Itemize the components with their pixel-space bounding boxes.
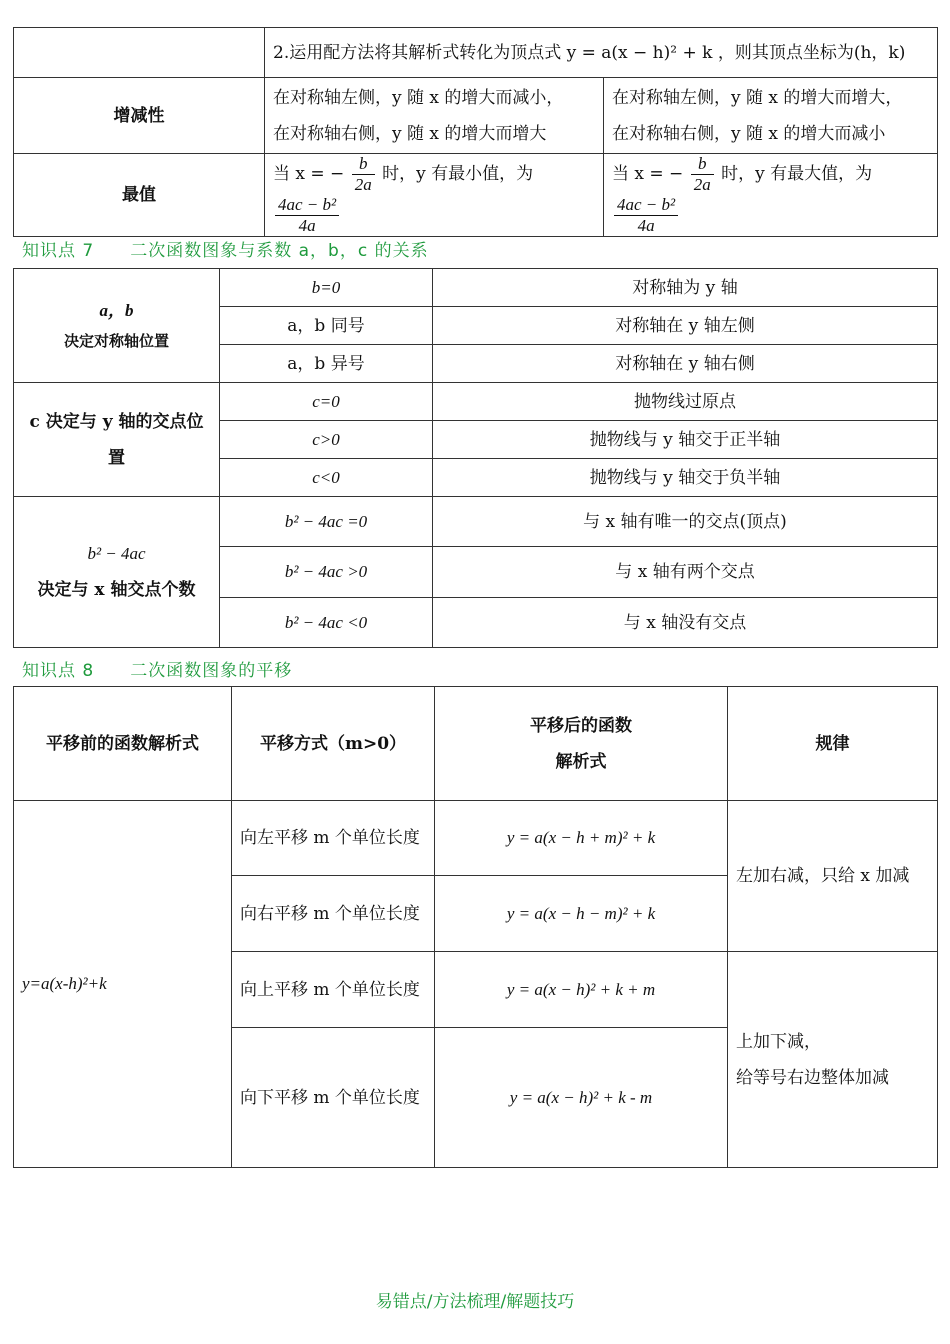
monotonic-a-negative-line2: 在对称轴右侧，y 随 x 的增大而减小 bbox=[612, 123, 886, 144]
rule-up-down-line2: 给等号右边整体加减 bbox=[736, 1067, 889, 1088]
monotonic-a-positive-line1: 在对称轴左侧，y 随 x 的增大而减小， bbox=[273, 87, 564, 108]
monotonic-label: 增减性 bbox=[14, 78, 265, 154]
ab-result: 对称轴在 y 轴左侧 bbox=[433, 307, 938, 345]
discriminant-label bbox=[14, 497, 220, 648]
header-result-line2: 解析式 bbox=[555, 751, 607, 772]
ab-cond: a，b 异号 bbox=[220, 345, 433, 383]
frac-num: b bbox=[691, 154, 714, 175]
c-result: 抛物线与 y 轴交于负半轴 bbox=[433, 459, 938, 497]
discriminant-cond: b² − 4ac >0 bbox=[220, 547, 433, 598]
c-cond: c>0 bbox=[220, 421, 433, 459]
coefficient-table bbox=[13, 268, 938, 648]
shift-result: y = a(x − h)² + k - m bbox=[435, 1028, 728, 1168]
ab-cond: a，b 同号 bbox=[220, 307, 433, 345]
rule-up-down bbox=[728, 952, 938, 1168]
section8-heading: 知识点 8 二次函数图象的平移 bbox=[22, 661, 293, 681]
frac-num: b bbox=[352, 154, 375, 175]
ab-label bbox=[14, 269, 220, 383]
ab-label-line1: a，b bbox=[99, 300, 134, 320]
c-cond: c=0 bbox=[220, 383, 433, 421]
monotonic-a-negative bbox=[604, 78, 938, 154]
monotonic-a-negative-line1: 在对称轴左侧，y 随 x 的增大而增大， bbox=[612, 87, 903, 108]
monotonic-a-positive-line2: 在对称轴右侧，y 随 x 的增大而增大 bbox=[273, 123, 547, 144]
discriminant-result: 与 x 轴有唯一的交点(顶点) bbox=[433, 497, 938, 547]
frac-den: 2a bbox=[354, 175, 372, 194]
discriminant-cond: b² − 4ac <0 bbox=[220, 598, 433, 648]
shift-method: 向上平移 m 个单位长度 bbox=[232, 952, 435, 1028]
translation-table bbox=[13, 686, 938, 1168]
discriminant-label-line2: 决定与 x 轴交点个数 bbox=[37, 580, 196, 600]
extreme-a-positive bbox=[265, 154, 604, 237]
shift-result: y = a(x − h − m)² + k bbox=[435, 876, 728, 952]
frac-b-over-2a bbox=[352, 154, 375, 195]
shift-method: 向左平移 m 个单位长度 bbox=[232, 801, 435, 876]
empty-cell bbox=[14, 28, 265, 78]
frac-num: 4ac − b² bbox=[275, 195, 339, 216]
c-label: c 决定与 y 轴的交点位置 bbox=[14, 383, 220, 497]
ab-result: 对称轴为 y 轴 bbox=[433, 269, 938, 307]
header-method: 平移方式（m>0） bbox=[232, 687, 435, 801]
extreme-pos-mid: 时，y 有最小值，为 bbox=[382, 164, 534, 184]
frac-num: 4ac − b² bbox=[614, 195, 678, 216]
shift-result: y = a(x − h)² + k + m bbox=[435, 952, 728, 1028]
shift-result: y = a(x − h + m)² + k bbox=[435, 801, 728, 876]
frac-vertex-value bbox=[614, 195, 678, 236]
rule-left-right: 左加右减，只给 x 加减 bbox=[728, 801, 938, 952]
discriminant-result: 与 x 轴有两个交点 bbox=[433, 547, 938, 598]
c-result: 抛物线过原点 bbox=[433, 383, 938, 421]
header-rule: 规律 bbox=[728, 687, 938, 801]
c-result: 抛物线与 y 轴交于正半轴 bbox=[433, 421, 938, 459]
discriminant-label-line1: b² − 4ac bbox=[87, 544, 146, 563]
page-footer: 易错点/方法梳理/解题技巧 bbox=[375, 1292, 575, 1312]
shift-method: 向右平移 m 个单位长度 bbox=[232, 876, 435, 952]
extreme-neg-mid: 时，y 有最大值，为 bbox=[721, 164, 873, 184]
extreme-neg-prefix: 当 x = − bbox=[612, 164, 684, 184]
monotonic-a-positive bbox=[265, 78, 604, 154]
section7-heading: 知识点 7 二次函数图象与系数 a，b，c 的关系 bbox=[22, 241, 429, 261]
header-original: 平移前的函数解析式 bbox=[14, 687, 232, 801]
c-cond: c<0 bbox=[220, 459, 433, 497]
frac-den: 4a bbox=[298, 216, 316, 235]
discriminant-result: 与 x 轴没有交点 bbox=[433, 598, 938, 648]
shift-method: 向下平移 m 个单位长度 bbox=[232, 1028, 435, 1168]
extreme-pos-prefix: 当 x = − bbox=[273, 164, 345, 184]
ab-label-line2: 决定对称轴位置 bbox=[63, 331, 169, 350]
frac-b-over-2a bbox=[691, 154, 714, 195]
rule-up-down-line1: 上加下减， bbox=[736, 1031, 821, 1052]
ab-result: 对称轴在 y 轴右侧 bbox=[433, 345, 938, 383]
header-result bbox=[435, 687, 728, 801]
frac-den: 2a bbox=[693, 175, 711, 194]
header-result-line1: 平移后的函数 bbox=[530, 715, 632, 736]
vertex-form-text: 2.运用配方法将其解析式转化为顶点式 y = a(x − h)² + k ，则其顶点坐标为(h，k) bbox=[265, 28, 938, 78]
frac-den: 4a bbox=[637, 216, 655, 235]
ab-cond: b=0 bbox=[220, 269, 433, 307]
extreme-a-negative bbox=[604, 154, 938, 237]
extreme-label: 最值 bbox=[14, 154, 265, 237]
original-function: y=a(x-h)²+k bbox=[14, 801, 232, 1168]
discriminant-cond: b² − 4ac =0 bbox=[220, 497, 433, 547]
frac-vertex-value bbox=[275, 195, 339, 236]
properties-table bbox=[13, 27, 938, 237]
